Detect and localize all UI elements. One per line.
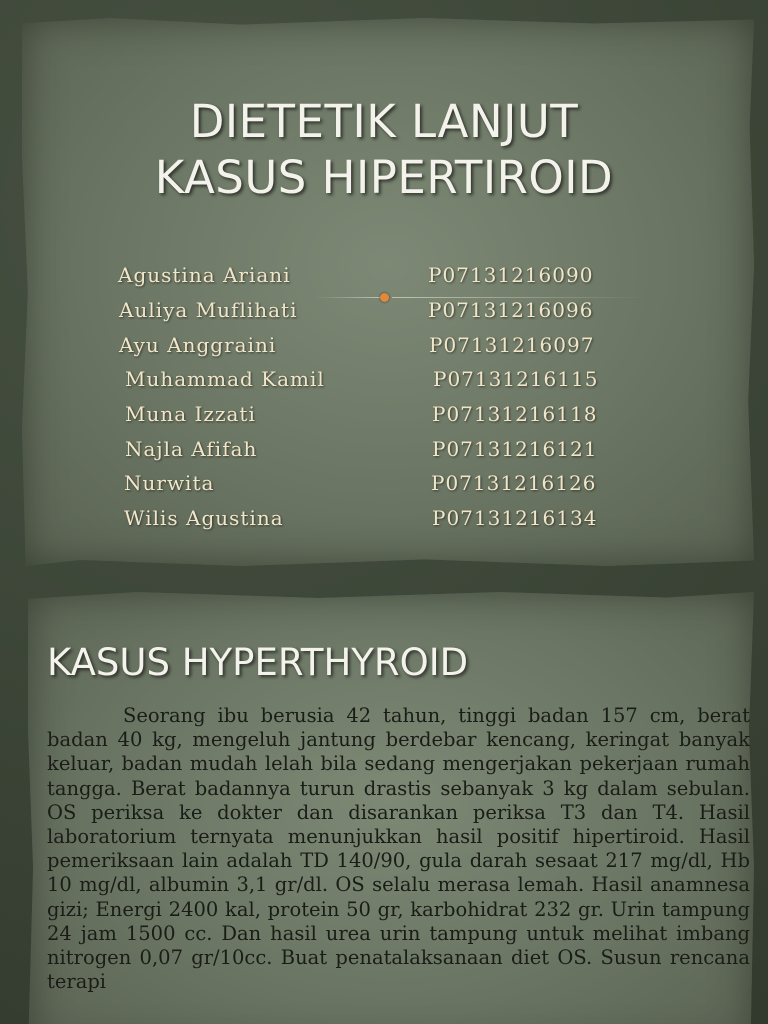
- member-name: Agustina Ariani: [118, 263, 291, 287]
- member-nim: P07131216090: [428, 263, 594, 287]
- member-row: [0, 333, 768, 367]
- member-nim: P07131216121: [432, 437, 598, 461]
- member-row: [0, 367, 768, 401]
- member-name: Ayu Anggraini: [119, 333, 277, 357]
- member-row: [0, 437, 768, 471]
- case-description: Seorang ibu berusia 42 tahun, tinggi badan 157 cm, berat badan 40 kg, mengeluh jantung berdebar kencang, keringat banyak keluar, badan mudah lelah bila sedang mengerjakan pekerjaan rumah tangga. Berat badannya turun drastis sebanyak 3 kg dalam sebulan. OS periksa ke dokter dan disarankan periksa T3 dan T4. Hasil laboratorium ternyata menunjukkan hasil positif hipertiroid. Hasil pemeriksaan lain adalah TD 140/90, gula darah sesaat 217 mg/dl, Hb 10 mg/dl, albumin 3,1 gr/dl. OS selalu merasa lemah. Hasil anamnesa gizi; Energi 2400 kal, protein 50 gr, karbohidrat 232 gr. Urin tampung 24 jam 1500 cc. Dan hasil urea urin tampung untuk melihat imbang nitrogen 0,07 gr/10cc. Buat penatalaksanaan diet OS. Susun rencana terapi: [47, 704, 750, 994]
- member-name: Muna Izzati: [125, 402, 256, 426]
- member-name: Auliya Muflihati: [119, 298, 298, 322]
- member-name: Muhammad Kamil: [125, 367, 325, 391]
- member-row: [0, 298, 768, 332]
- member-nim: P07131216126: [431, 471, 597, 495]
- member-nim: P07131216097: [429, 333, 595, 357]
- member-name: Wilis Agustina: [124, 506, 284, 530]
- title-line-1: DIETETIK LANJUT: [189, 95, 579, 148]
- member-nim: P07131216096: [428, 298, 594, 322]
- slide-title: [0, 94, 768, 206]
- member-row: [0, 471, 768, 505]
- member-nim: P07131216134: [432, 506, 598, 530]
- member-name: Nurwita: [124, 471, 215, 495]
- member-nim: P07131216118: [432, 402, 598, 426]
- case-title: KASUS HYPERTHYROID: [47, 641, 469, 684]
- member-row: [0, 402, 768, 436]
- title-line-2: KASUS HIPERTIROID: [154, 151, 614, 204]
- member-row: [0, 506, 768, 540]
- member-name: Najla Afifah: [125, 437, 258, 461]
- member-row: [0, 263, 768, 297]
- member-nim: P07131216115: [433, 367, 599, 391]
